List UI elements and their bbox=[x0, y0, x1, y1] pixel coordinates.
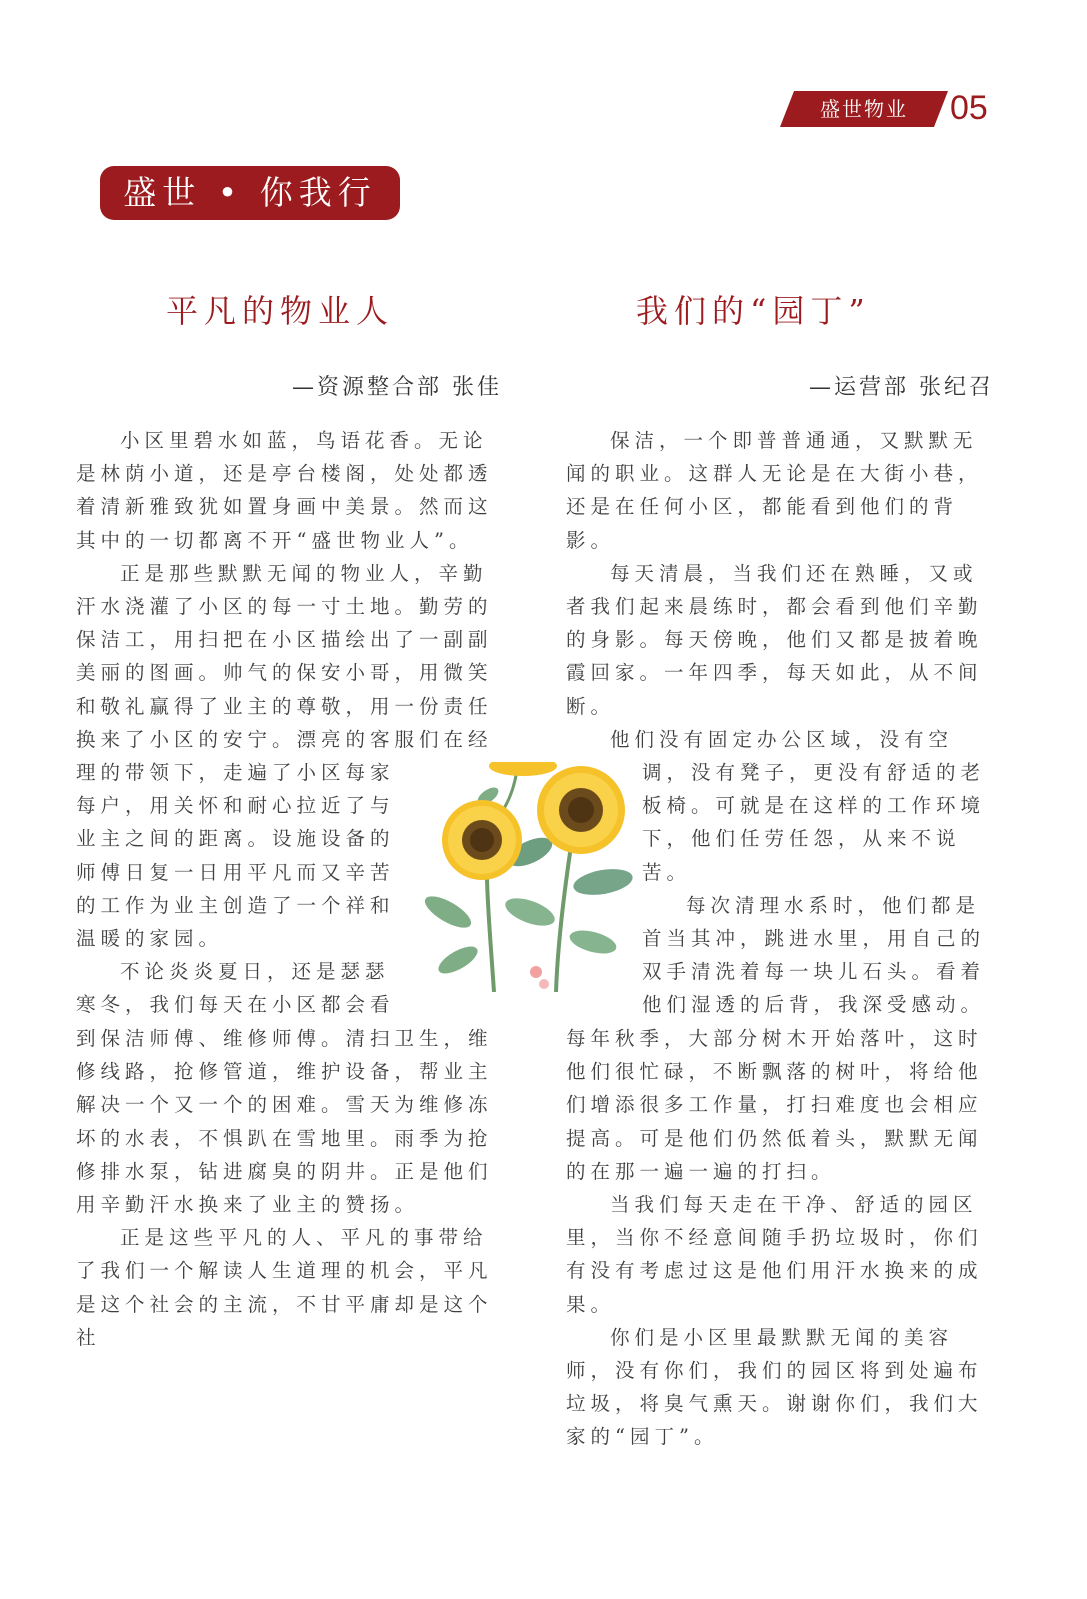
paragraph: 保洁，一个即普普通通，又默默无 闻的职业。这群人无论是在大街小巷， 还是在任何小区，都能看到他们的背 影。 每天清晨，当我们还在熟睡，又或 者我们起来晨练时，都会看到他们辛勤 的身影。每天傍晚，他们又都是披着晚 霞回家。一年四季，每天如此，从不间 断。 他们没有固定办公区域，没有空 bbox=[566, 429, 983, 751]
sunflower-illustration bbox=[418, 762, 644, 992]
header-tag bbox=[780, 91, 948, 127]
left-article-byline: —资源整合部 张佳 bbox=[292, 375, 502, 400]
left-article-title: 平凡的物业人 bbox=[166, 292, 395, 330]
paragraph: 小区里碧水如蓝，鸟语花香。无论 是林荫小道，还是亭台楼阁，处处都透 着清新雅致犹如置身画中美景。然而这 其中的一切都离不开“盛世物业人”。 正是那些默默无闻的物业人，辛勤 汗水浇灌了小区的每一寸土地。勤劳的 保洁工，用扫把在小区描绘出了一副副 美丽的图画。帅气的保安小哥，用微笑 和敬礼赢得了业主的尊敬，用一份责任 换来了小区的安宁。漂亮的客服们在经 bbox=[76, 429, 493, 751]
right-article-byline: —运营部 张纪召 bbox=[809, 375, 994, 400]
right-article-title: 我们的“园丁” bbox=[636, 292, 871, 330]
paragraph-wrapped: 理的带领下，走遍了小区每家 每户，用关怀和耐心拉近了与 业主之间的距离。设施设备的 师傅日复一日用平凡而又辛苦 的工作为业主创造了一个祥和 温暖的家园。 不论炎炎夏日，还是瑟瑟 寒冬，我们每天在小区都会看 bbox=[76, 761, 395, 1017]
page-number: 05 bbox=[950, 89, 988, 127]
paragraph-wrapped: 调，没有凳子，更没有舒适的老 板椅。可就是在这样的工作环境 下，他们任劳任怨，从来不说 苦。 每次清理水系时，他们都是 首当其冲，跳进水里，用自己的 双手清洗着每一块儿石头。看着 他们湿透的后背，我深受感动。 bbox=[642, 761, 986, 1017]
section-title-badge: 盛世 • 你我行 bbox=[100, 166, 400, 220]
header-tag-label: 盛世物业 bbox=[820, 97, 908, 121]
paragraph: 每年秋季，大部分树木开始落叶，这时 他们很忙碌，不断飘落的树叶，将给他 们增添很多工作量，打扫难度也会相应 提高。可是他们仍然低着头，默默无闻 的在那一遍一遍的打扫。 当我们每天走在干净、舒适的园区 里，当你不经意间随手扔垃圾时，你们 有没有考虑过这是他们用汗水换来的成 果。 你们是小区里最默默无闻的美容 师，没有你们，我们的园区将到处遍布 垃圾，将臭气熏天。谢谢你们，我们大 家的“园丁”。 bbox=[566, 1027, 983, 1449]
paragraph: 到保洁师傅、维修师傅。清扫卫生，维 修线路，抢修管道，维护设备，帮业主 解决一个又一个的困难。雪天为维修冻 坏的水表，不惧趴在雪地里。雨季为抢 修排水泵，钻进腐臭的阴井。正是他们 用辛勤汗水换来了业主的赞扬。 正是这些平凡的人、平凡的事带给 了我们一个解读人生道理的机会，平凡 是这个社会的主流，不甘平庸却是这个 社 bbox=[76, 1027, 493, 1349]
